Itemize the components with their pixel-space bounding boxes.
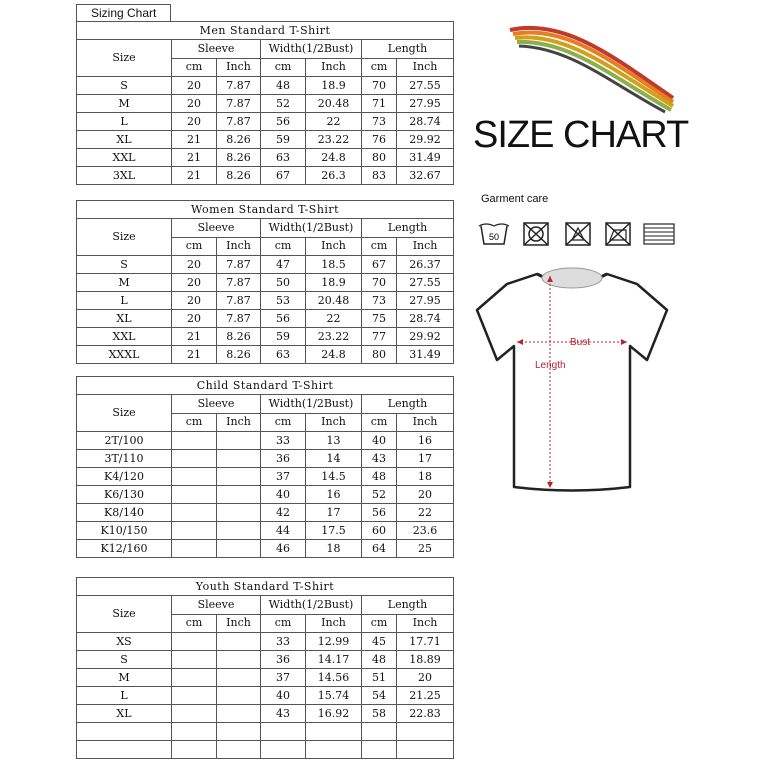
value-cell: 33	[261, 432, 306, 450]
value-cell	[397, 741, 454, 759]
value-cell: 50	[261, 274, 306, 292]
value-cell	[261, 723, 306, 741]
value-cell: 37	[261, 669, 306, 687]
value-cell: 7.87	[217, 113, 261, 131]
unit-cm: cm	[362, 58, 397, 77]
value-cell: 22.83	[397, 705, 454, 723]
value-cell: 71	[362, 95, 397, 113]
unit-inch: Inch	[397, 614, 454, 633]
value-cell: 20	[172, 95, 217, 113]
value-cell: 56	[362, 504, 397, 522]
value-cell: 21	[172, 328, 217, 346]
wash-temp-text: 50	[488, 232, 500, 242]
size-cell: XXXL	[77, 346, 172, 364]
value-cell: 21.25	[397, 687, 454, 705]
value-cell: 7.87	[217, 95, 261, 113]
value-cell: 77	[362, 328, 397, 346]
value-cell	[217, 687, 261, 705]
value-cell	[172, 633, 217, 651]
unit-cm: cm	[261, 614, 306, 633]
value-cell: 16	[306, 486, 362, 504]
value-cell: 14	[306, 450, 362, 468]
value-cell: 23.6	[397, 522, 454, 540]
sizing-chart-tag: Sizing Chart	[76, 4, 171, 21]
length-header: Length	[362, 596, 454, 615]
unit-cm: cm	[172, 237, 217, 256]
value-cell: 76	[362, 131, 397, 149]
value-cell: 7.87	[217, 77, 261, 95]
value-cell: 44	[261, 522, 306, 540]
value-cell	[172, 486, 217, 504]
value-cell: 25	[397, 540, 454, 558]
unit-cm: cm	[172, 58, 217, 77]
value-cell: 53	[261, 292, 306, 310]
value-cell: 56	[261, 113, 306, 131]
value-cell	[172, 651, 217, 669]
swoosh-logo-icon	[505, 18, 675, 118]
value-cell: 59	[261, 328, 306, 346]
value-cell: 40	[261, 687, 306, 705]
value-cell	[172, 669, 217, 687]
value-cell: 28.74	[397, 310, 454, 328]
size-cell: S	[77, 256, 172, 274]
value-cell: 20.48	[306, 95, 362, 113]
value-cell	[362, 741, 397, 759]
value-cell	[217, 432, 261, 450]
value-cell: 7.87	[217, 256, 261, 274]
value-cell: 7.87	[217, 310, 261, 328]
value-cell: 20	[172, 310, 217, 328]
table-row	[77, 741, 454, 759]
value-cell	[217, 522, 261, 540]
value-cell: 18	[397, 468, 454, 486]
length-header: Length	[362, 219, 454, 238]
value-cell: 27.55	[397, 77, 454, 95]
value-cell: 67	[362, 256, 397, 274]
tshirt-diagram-icon	[462, 262, 682, 502]
width-header: Width(1/2Bust)	[261, 596, 362, 615]
value-cell: 22	[397, 504, 454, 522]
value-cell: 20.48	[306, 292, 362, 310]
value-cell	[362, 723, 397, 741]
value-cell: 21	[172, 149, 217, 167]
value-cell: 80	[362, 149, 397, 167]
size-chart-heading: SIZE CHART	[473, 114, 689, 156]
table-row	[77, 651, 454, 669]
table-row	[77, 256, 454, 274]
table-row	[77, 149, 454, 167]
no-bleach-icon	[524, 223, 548, 245]
size-cell: 3XL	[77, 167, 172, 185]
value-cell	[172, 741, 217, 759]
size-cell: XXL	[77, 149, 172, 167]
value-cell: 36	[261, 651, 306, 669]
unit-inch: Inch	[397, 58, 454, 77]
bust-label: Bust	[570, 337, 591, 348]
unit-cm: cm	[362, 614, 397, 633]
women-size-table	[76, 200, 454, 364]
value-cell: 17	[306, 504, 362, 522]
value-cell: 75	[362, 310, 397, 328]
size-cell	[77, 741, 172, 759]
table-row	[77, 450, 454, 468]
value-cell: 67	[261, 167, 306, 185]
size-cell: L	[77, 687, 172, 705]
value-cell: 29.92	[397, 328, 454, 346]
table-row	[77, 669, 454, 687]
width-header: Width(1/2Bust)	[261, 40, 362, 59]
value-cell	[397, 723, 454, 741]
value-cell: 70	[362, 77, 397, 95]
sleeve-header: Sleeve	[172, 219, 261, 238]
table-title: Men Standard T-Shirt	[77, 22, 454, 40]
value-cell	[217, 633, 261, 651]
table-row	[77, 705, 454, 723]
table-row	[77, 292, 454, 310]
width-header: Width(1/2Bust)	[261, 395, 362, 414]
table-row	[77, 540, 454, 558]
size-header: Size	[77, 395, 172, 432]
value-cell: 23.22	[306, 328, 362, 346]
table-row	[77, 504, 454, 522]
value-cell: 58	[362, 705, 397, 723]
table-row	[77, 346, 454, 364]
table-row	[77, 113, 454, 131]
unit-inch: Inch	[306, 58, 362, 77]
value-cell: 31.49	[397, 346, 454, 364]
value-cell: 23.22	[306, 131, 362, 149]
size-cell: M	[77, 274, 172, 292]
value-cell	[306, 723, 362, 741]
value-cell: 36	[261, 450, 306, 468]
size-cell: 2T/100	[77, 432, 172, 450]
no-tumble-dry-icon	[566, 223, 590, 245]
unit-cm: cm	[261, 413, 306, 432]
value-cell	[217, 468, 261, 486]
value-cell	[261, 741, 306, 759]
value-cell: 45	[362, 633, 397, 651]
value-cell	[172, 723, 217, 741]
value-cell: 42	[261, 504, 306, 522]
sleeve-header: Sleeve	[172, 40, 261, 59]
value-cell: 16.92	[306, 705, 362, 723]
value-cell	[217, 669, 261, 687]
value-cell: 8.26	[217, 131, 261, 149]
unit-inch: Inch	[397, 413, 454, 432]
value-cell	[217, 450, 261, 468]
table-row	[77, 723, 454, 741]
unit-cm: cm	[261, 58, 306, 77]
value-cell: 20	[172, 113, 217, 131]
value-cell: 8.26	[217, 346, 261, 364]
value-cell: 20	[397, 669, 454, 687]
table-row	[77, 522, 454, 540]
table-row	[77, 274, 454, 292]
table-row	[77, 432, 454, 450]
size-cell: K6/130	[77, 486, 172, 504]
value-cell: 20	[172, 256, 217, 274]
value-cell: 22	[306, 310, 362, 328]
sleeve-header: Sleeve	[172, 596, 261, 615]
value-cell: 21	[172, 131, 217, 149]
unit-cm: cm	[172, 614, 217, 633]
unit-inch: Inch	[306, 237, 362, 256]
no-iron-icon	[606, 223, 630, 245]
table-row	[77, 486, 454, 504]
value-cell	[172, 432, 217, 450]
value-cell: 18.9	[306, 274, 362, 292]
value-cell: 14.56	[306, 669, 362, 687]
value-cell: 37	[261, 468, 306, 486]
table-title: Child Standard T-Shirt	[77, 377, 454, 395]
value-cell: 20	[172, 292, 217, 310]
value-cell: 20	[172, 77, 217, 95]
table-title: Women Standard T-Shirt	[77, 201, 454, 219]
size-cell: K4/120	[77, 468, 172, 486]
value-cell: 26.37	[397, 256, 454, 274]
child-size-table	[76, 376, 454, 558]
value-cell	[172, 504, 217, 522]
value-cell: 60	[362, 522, 397, 540]
size-header: Size	[77, 219, 172, 256]
unit-inch: Inch	[306, 413, 362, 432]
table-row	[77, 468, 454, 486]
table-row	[77, 95, 454, 113]
value-cell: 18	[306, 540, 362, 558]
value-cell	[217, 705, 261, 723]
value-cell: 80	[362, 346, 397, 364]
value-cell: 52	[362, 486, 397, 504]
unit-inch: Inch	[217, 237, 261, 256]
value-cell: 26.3	[306, 167, 362, 185]
value-cell: 73	[362, 113, 397, 131]
value-cell: 48	[362, 468, 397, 486]
value-cell: 54	[362, 687, 397, 705]
value-cell: 51	[362, 669, 397, 687]
sleeve-header: Sleeve	[172, 395, 261, 414]
unit-inch: Inch	[217, 413, 261, 432]
value-cell	[172, 450, 217, 468]
value-cell: 46	[261, 540, 306, 558]
length-label: Length	[535, 360, 566, 371]
men-size-table	[76, 21, 454, 185]
garment-care-label: Garment care	[481, 193, 549, 205]
value-cell: 27.95	[397, 292, 454, 310]
value-cell: 27.95	[397, 95, 454, 113]
size-cell: XL	[77, 310, 172, 328]
value-cell	[217, 741, 261, 759]
value-cell	[217, 651, 261, 669]
value-cell	[217, 504, 261, 522]
value-cell: 83	[362, 167, 397, 185]
value-cell: 7.87	[217, 292, 261, 310]
value-cell: 52	[261, 95, 306, 113]
unit-inch: Inch	[217, 614, 261, 633]
value-cell: 14.17	[306, 651, 362, 669]
table-row	[77, 633, 454, 651]
value-cell: 28.74	[397, 113, 454, 131]
value-cell: 63	[261, 346, 306, 364]
value-cell: 24.8	[306, 149, 362, 167]
value-cell: 48	[261, 77, 306, 95]
value-cell: 59	[261, 131, 306, 149]
value-cell: 14.5	[306, 468, 362, 486]
value-cell	[172, 540, 217, 558]
value-cell: 21	[172, 346, 217, 364]
unit-cm: cm	[362, 237, 397, 256]
value-cell: 24.8	[306, 346, 362, 364]
size-header: Size	[77, 40, 172, 77]
size-cell: XS	[77, 633, 172, 651]
size-cell: K12/160	[77, 540, 172, 558]
value-cell: 32.67	[397, 167, 454, 185]
table-row	[77, 77, 454, 95]
length-header: Length	[362, 40, 454, 59]
size-cell: M	[77, 669, 172, 687]
value-cell: 12.99	[306, 633, 362, 651]
value-cell: 17	[397, 450, 454, 468]
table-row	[77, 328, 454, 346]
value-cell: 7.87	[217, 274, 261, 292]
value-cell: 21	[172, 167, 217, 185]
dry-flat-icon	[644, 224, 674, 244]
size-cell: 3T/110	[77, 450, 172, 468]
size-cell: M	[77, 95, 172, 113]
value-cell: 64	[362, 540, 397, 558]
value-cell: 22	[306, 113, 362, 131]
unit-cm: cm	[362, 413, 397, 432]
size-cell	[77, 723, 172, 741]
size-cell: XL	[77, 705, 172, 723]
value-cell: 31.49	[397, 149, 454, 167]
value-cell: 17.71	[397, 633, 454, 651]
value-cell: 13	[306, 432, 362, 450]
value-cell: 48	[362, 651, 397, 669]
size-header: Size	[77, 596, 172, 633]
value-cell	[172, 522, 217, 540]
value-cell: 29.92	[397, 131, 454, 149]
value-cell: 27.55	[397, 274, 454, 292]
value-cell	[217, 540, 261, 558]
value-cell: 8.26	[217, 328, 261, 346]
value-cell: 18.9	[306, 77, 362, 95]
value-cell	[306, 741, 362, 759]
value-cell: 15.74	[306, 687, 362, 705]
table-row	[77, 310, 454, 328]
size-cell: S	[77, 77, 172, 95]
value-cell	[172, 468, 217, 486]
value-cell: 40	[362, 432, 397, 450]
size-cell: K10/150	[77, 522, 172, 540]
wash-50-icon	[479, 224, 509, 244]
size-cell: L	[77, 292, 172, 310]
width-header: Width(1/2Bust)	[261, 219, 362, 238]
value-cell: 43	[362, 450, 397, 468]
youth-size-table	[76, 577, 454, 759]
unit-inch: Inch	[397, 237, 454, 256]
value-cell: 16	[397, 432, 454, 450]
value-cell: 20	[172, 274, 217, 292]
size-cell: S	[77, 651, 172, 669]
length-header: Length	[362, 395, 454, 414]
value-cell: 70	[362, 274, 397, 292]
value-cell: 18.5	[306, 256, 362, 274]
value-cell: 8.26	[217, 167, 261, 185]
unit-cm: cm	[261, 237, 306, 256]
table-row	[77, 687, 454, 705]
value-cell: 18.89	[397, 651, 454, 669]
value-cell	[217, 723, 261, 741]
value-cell: 43	[261, 705, 306, 723]
value-cell	[217, 486, 261, 504]
unit-inch: Inch	[306, 614, 362, 633]
value-cell: 20	[397, 486, 454, 504]
value-cell: 40	[261, 486, 306, 504]
table-title: Youth Standard T-Shirt	[77, 578, 454, 596]
unit-inch: Inch	[217, 58, 261, 77]
size-cell: K8/140	[77, 504, 172, 522]
value-cell: 56	[261, 310, 306, 328]
value-cell: 47	[261, 256, 306, 274]
size-cell: L	[77, 113, 172, 131]
size-cell: XXL	[77, 328, 172, 346]
value-cell: 73	[362, 292, 397, 310]
unit-cm: cm	[172, 413, 217, 432]
care-icons-row	[478, 220, 678, 250]
size-cell: XL	[77, 131, 172, 149]
value-cell: 63	[261, 149, 306, 167]
value-cell	[172, 687, 217, 705]
value-cell: 8.26	[217, 149, 261, 167]
value-cell	[172, 705, 217, 723]
table-row	[77, 167, 454, 185]
value-cell: 33	[261, 633, 306, 651]
table-row	[77, 131, 454, 149]
value-cell: 17.5	[306, 522, 362, 540]
